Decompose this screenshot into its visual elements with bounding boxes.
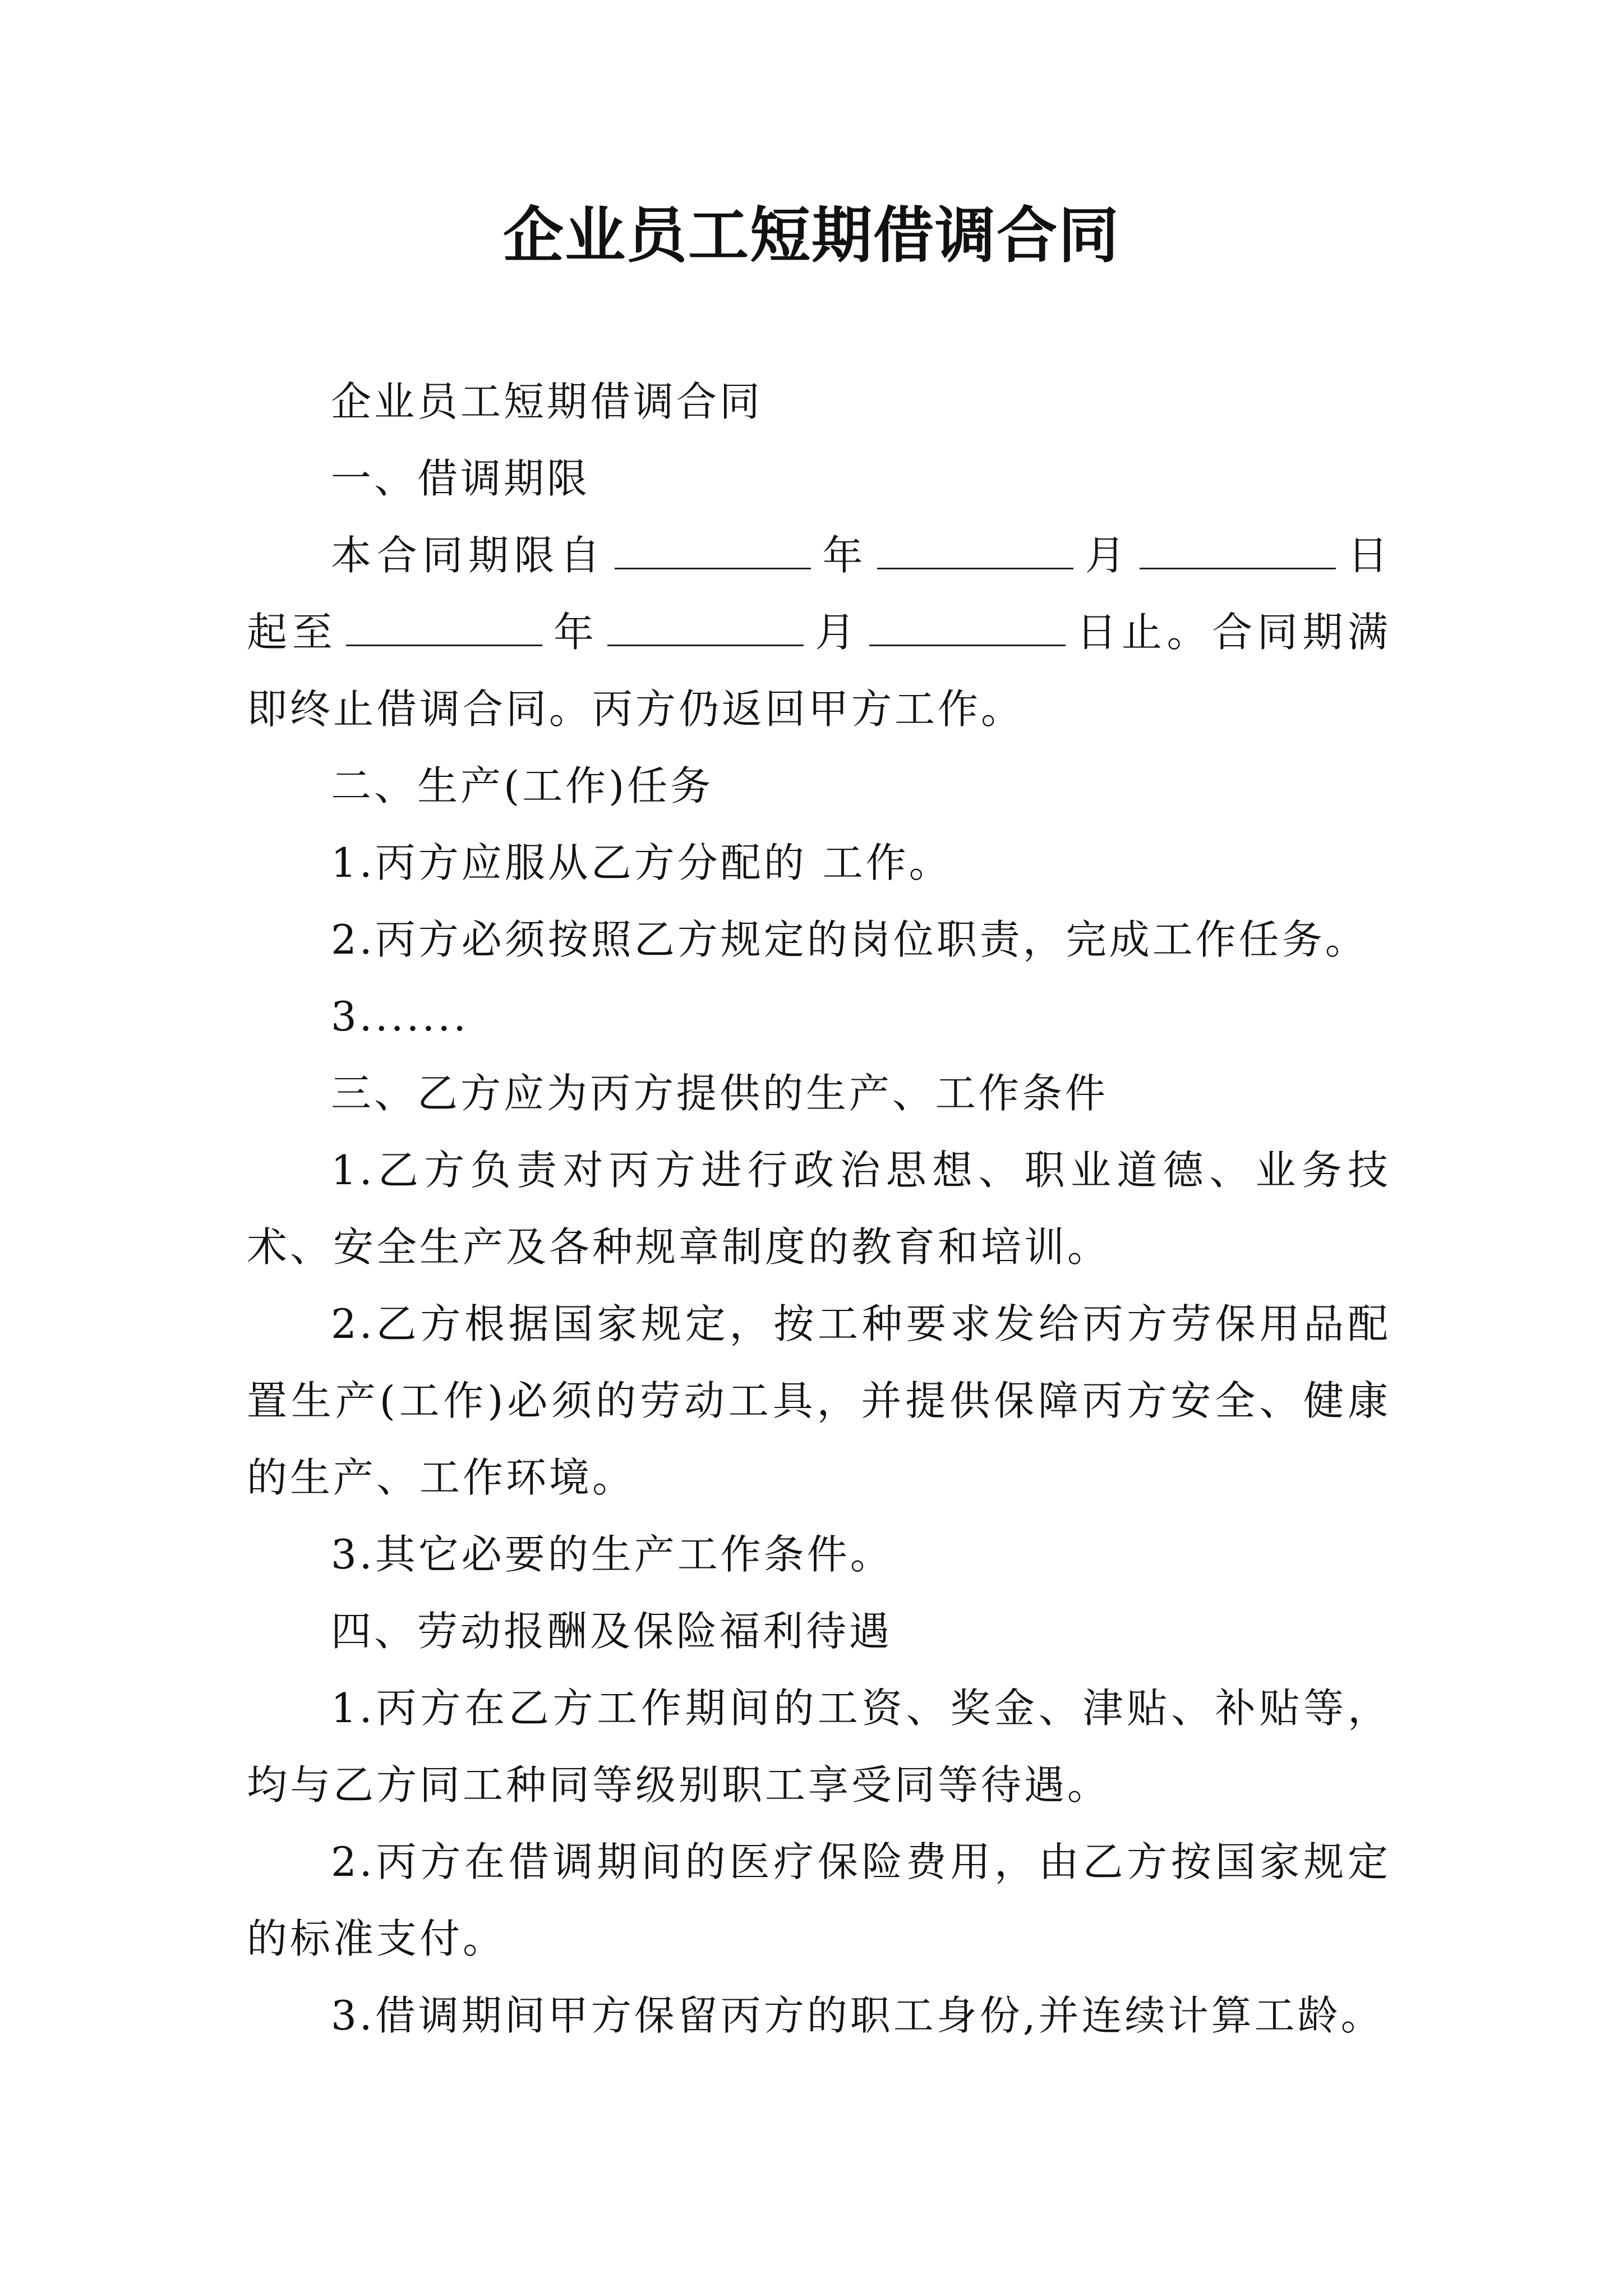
paragraph: 1.丙方应服从乙方分配的 工作。 bbox=[331, 839, 952, 886]
section-heading-term: 一、借调期限 bbox=[331, 455, 591, 502]
term-prefix: 本合同期限自 bbox=[331, 532, 606, 579]
section-heading-tasks: 二、生产(工作)任务 bbox=[331, 762, 714, 809]
paragraph: 1.乙方负责对丙方进行政治思想、职业道德、业务技术、安全生产及各种规章制度的教育和培训。 bbox=[247, 1147, 1391, 1271]
section-heading-compensation: 四、劳动报酬及保险福利待遇 bbox=[331, 1608, 893, 1655]
section-heading-conditions: 三、乙方应为丙方提供的生产、工作条件 bbox=[331, 1070, 1109, 1117]
term-paragraph bbox=[247, 517, 1391, 748]
end-year-blank bbox=[346, 611, 542, 646]
document-body bbox=[247, 364, 1391, 2054]
end-day-blank bbox=[869, 611, 1066, 646]
contract-subtitle: 企业员工短期借调合同 bbox=[331, 378, 763, 425]
paragraph: 2.丙方在借调期间的医疗保险费用，由乙方按国家规定的标准支付。 bbox=[247, 1838, 1391, 1962]
end-month-blank bbox=[607, 611, 804, 646]
start-year-blank bbox=[615, 534, 811, 569]
paragraph: 3.借调期间甲方保留丙方的职工身份,并连续计算工龄。 bbox=[331, 1992, 1384, 2039]
start-year-label: 年 bbox=[819, 532, 869, 579]
end-year-label: 年 bbox=[551, 609, 599, 656]
document-title: 企业员工短期借调合同 bbox=[502, 200, 1120, 271]
paragraph: 2.乙方根据国家规定，按工种要求发给丙方劳保用品配置生产(工作)必须的劳动工具，并提供保障丙方安全、健康的生产、工作环境。 bbox=[247, 1300, 1391, 1501]
paragraph: 1.丙方在乙方工作期间的工资、奖金、津贴、补贴等，均与乙方同工种同等级别职工享受同等待遇。 bbox=[247, 1685, 1391, 1809]
start-month-blank bbox=[877, 534, 1073, 569]
start-month-label: 月 bbox=[1082, 532, 1131, 579]
paragraph: 2.丙方必须按照乙方规定的岗位职责，完成工作任务。 bbox=[331, 916, 1368, 963]
paragraph: 3....... bbox=[331, 993, 469, 1040]
term-suffix: 日止。合同期满即终止借调合同。丙方仍返回甲方工作。 bbox=[247, 609, 1391, 733]
end-month-label: 月 bbox=[813, 609, 860, 656]
start-day-label: 日起至 bbox=[247, 532, 1391, 656]
start-day-blank bbox=[1140, 534, 1336, 569]
paragraph: 3.其它必要的生产工作条件。 bbox=[331, 1531, 893, 1578]
